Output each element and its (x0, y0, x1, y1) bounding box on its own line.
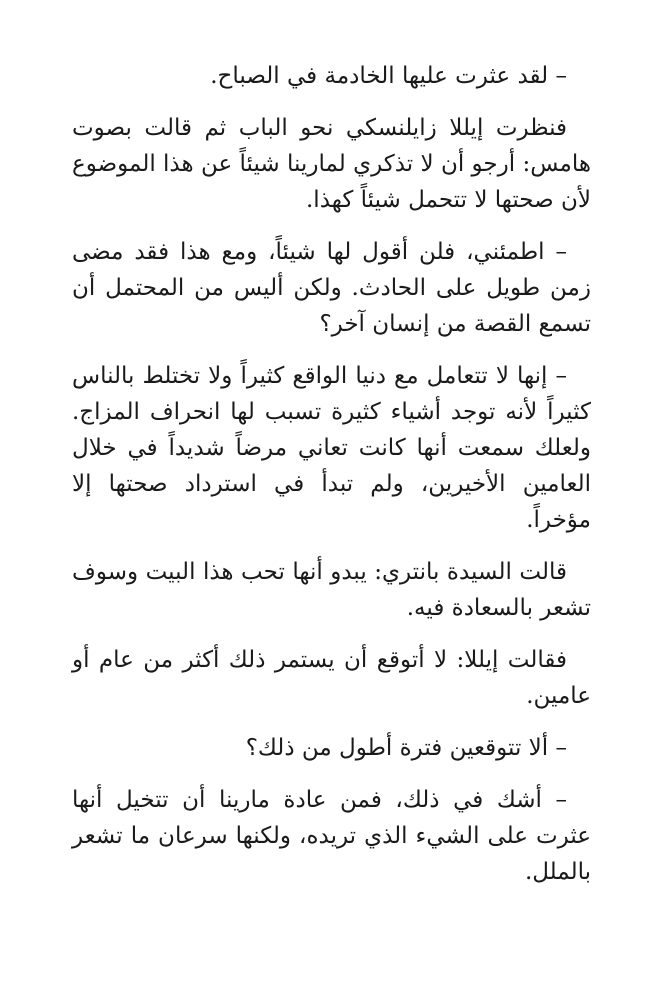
paragraph-1: – لقد عثرت عليها الخادمة في الصباح. (210, 63, 567, 89)
paragraph-7: – ألا تتوقعين فترة أطول من ذلك؟ (245, 735, 567, 761)
paragraph-3: – اطمئني، فلن أقول لها شيئاً، ومع هذا فقد مضى زمن طويل على الحادث. ولكن أليس من المحتمل أن تسمع القصة من إنسان آخر؟ (72, 239, 591, 337)
paragraph-5: قالت السيدة بانتري: يبدو أنها تحب هذا البيت وسوف تشعر بالسعادة فيه. (72, 559, 591, 621)
paragraph-6: فقالت إيللا: لا أتوقع أن يستمر ذلك أكثر من عام أو عامين. (72, 647, 591, 709)
paragraph-2: فنظرت إيللا زايلنسكي نحو الباب ثم قالت بصوت هامس: أرجو أن لا تذكري لمارينا شيئاً عن هذا الموضوع لأن صحتها لا تتحمل شيئاً كهذا. (72, 115, 591, 213)
paragraph-8: – أشك في ذلك، فمن عادة مارينا أن تتخيل أنها عثرت على الشيء الذي تريده، ولكنها سرعان ما تشعر بالملل. (72, 787, 591, 885)
paragraph-4: – إنها لا تتعامل مع دنيا الواقع كثيراً ولا تختلط بالناس كثيراً لأنه توجد أشياء كثيرة تسبب لها انحراف المزاج. ولعلك سمعت أنها كانت تعاني مرضاً شديداً في خلال العامين الأخيرين، ولم تبدأ في استرداد صحتها إلا مؤخراً. (72, 363, 591, 533)
